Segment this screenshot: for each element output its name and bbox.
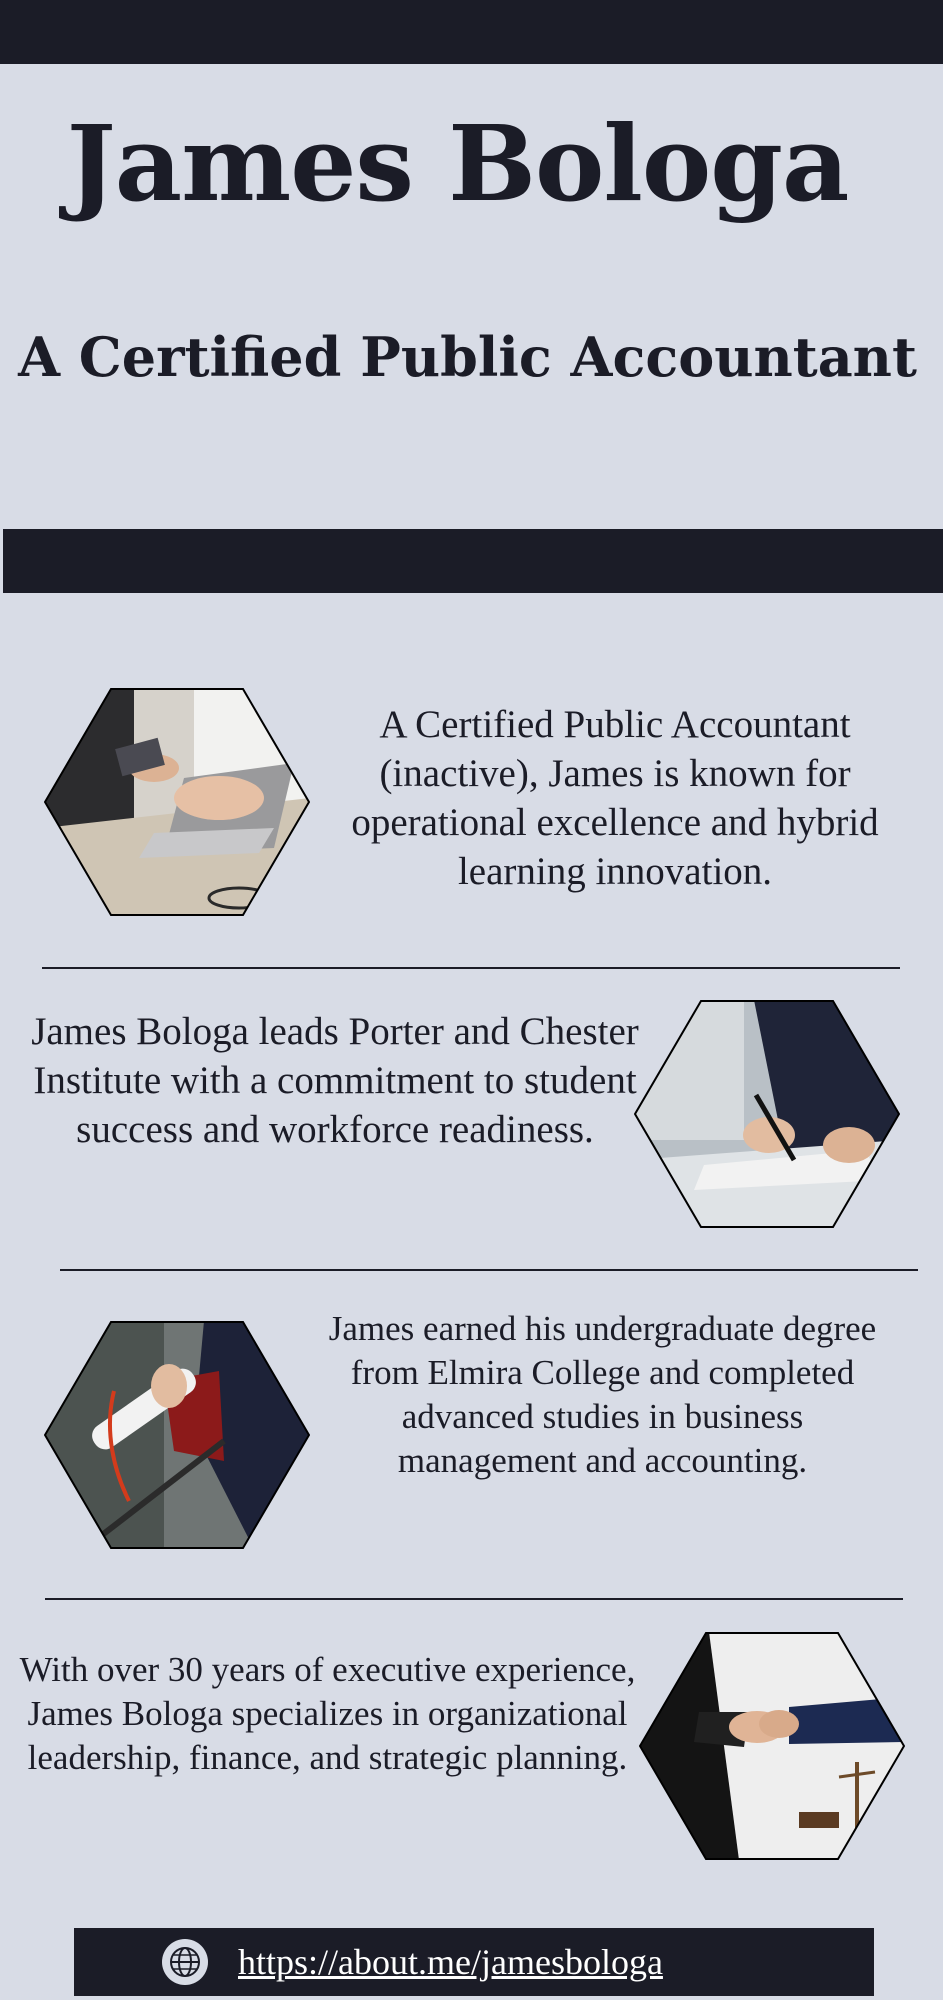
page-subtitle: A Certified Public Accountant — [18, 325, 917, 389]
hand-holding-diploma-photo — [44, 1321, 310, 1549]
education-text: James earned his undergraduate degree from Elmira College and completed advanced studies in business management and accounting. — [328, 1309, 877, 1480]
divider-line — [45, 1598, 903, 1600]
page-title: James Bologa — [66, 102, 849, 225]
experience-text: With over 30 years of executive experience, James Bologa specializes in organizational leadership, finance, and strategic planning. — [19, 1650, 636, 1777]
profile-link[interactable]: https://about.me/jamesbologa — [238, 1942, 663, 1982]
divider-banner — [3, 529, 943, 593]
top-banner — [0, 0, 943, 64]
hands-signing-document-photo — [634, 1000, 900, 1228]
intro-text: A Certified Public Accountant (inactive), James is known for operational excellence and hybrid learning innovation. — [351, 703, 879, 893]
divider-line — [60, 1269, 918, 1271]
globe-icon — [162, 1939, 208, 1985]
footer-link-bar — [74, 1928, 874, 1996]
business-handshake-photo — [639, 1632, 905, 1860]
divider-line — [42, 967, 900, 969]
hands-typing-laptop-photo — [44, 688, 310, 916]
leadership-text: James Bologa leads Porter and Chester Institute with a commitment to student success and workforce readiness. — [31, 1010, 639, 1151]
